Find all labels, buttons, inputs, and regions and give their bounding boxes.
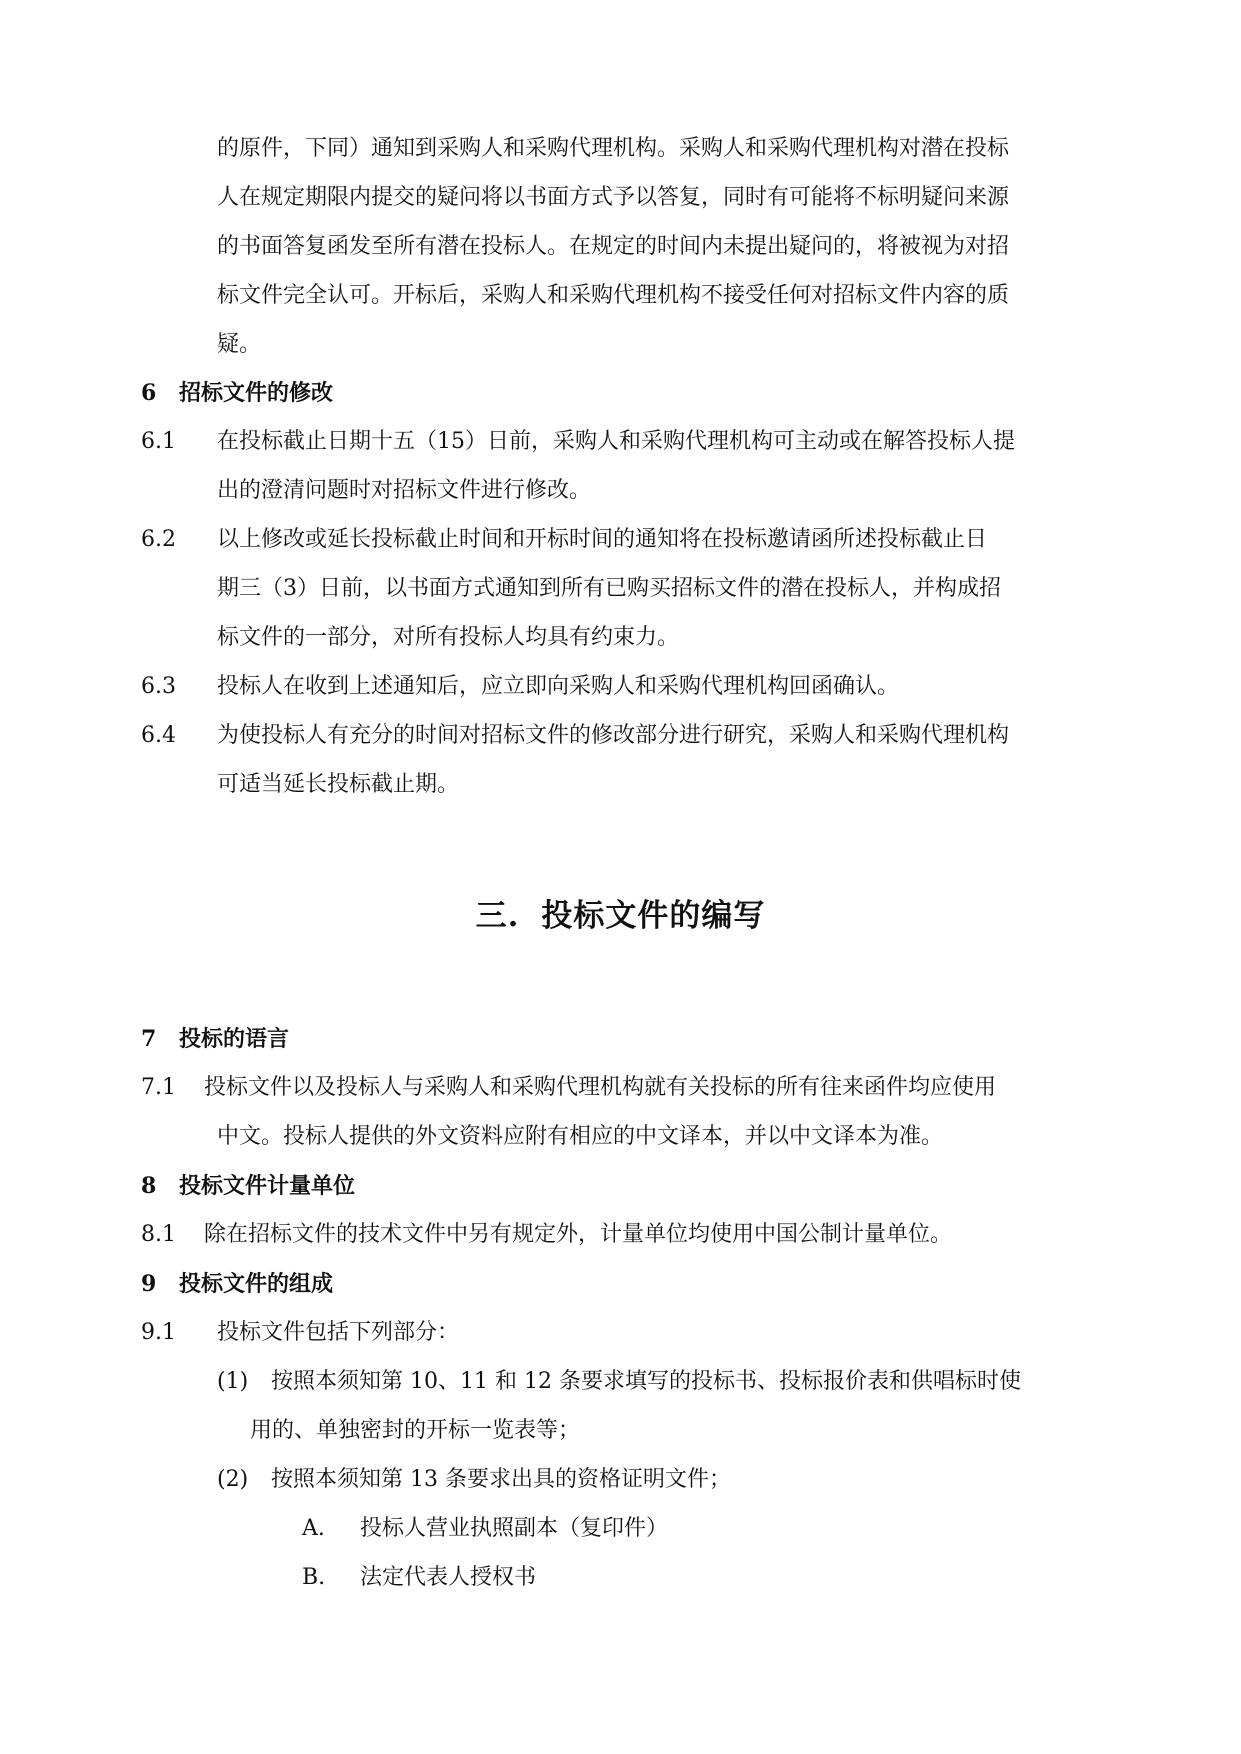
paragraph-line: 标文件的一部分，对所有投标人均具有约束力。: [217, 625, 680, 650]
section-heading: [141, 1024, 289, 1054]
paragraph-line: 中文。投标人提供的外文资料应附有相应的中文译本，并以中文译本为准。: [217, 1124, 944, 1149]
section-title: 投标文件计量单位: [179, 1173, 356, 1199]
paragraph-line: 在投标截止日期十五（15）日前，采购人和采购代理机构可主动或在解答投标人提: [217, 429, 1015, 454]
paragraph-line: 人在规定期限内提交的疑问将以书面方式予以答复，同时有可能将不标明疑问来源: [217, 185, 1010, 210]
section-heading: [141, 1171, 355, 1201]
letter-number: B.: [302, 1565, 326, 1590]
clause-number: 8.1: [141, 1222, 176, 1247]
paragraph-line: 投标人在收到上述通知后，应立即向采购人和采购代理机构回函确认。: [217, 674, 900, 699]
section-heading: [141, 378, 333, 408]
letter-number: A.: [302, 1516, 325, 1541]
paragraph-line: 投标文件包括下列部分：: [217, 1320, 460, 1345]
section-title: 投标文件的组成: [179, 1271, 334, 1297]
section-heading: [141, 1269, 333, 1299]
sub-item-number: (2): [217, 1467, 249, 1492]
clause-number: 6.3: [141, 674, 176, 699]
section-title: 招标文件的修改: [179, 380, 334, 406]
paragraph-line: 的书面答复函发至所有潜在投标人。在规定的时间内未提出疑问的，将被视为对招: [217, 234, 1010, 259]
paragraph-line: 为使投标人有充分的时间对招标文件的修改部分进行研究，采购人和采购代理机构: [217, 723, 1010, 748]
clause-number: 7.1: [141, 1075, 176, 1100]
section-number: 9: [141, 1271, 157, 1297]
section-number: 7: [141, 1026, 157, 1052]
clause-number: 9.1: [141, 1320, 176, 1345]
paragraph-line: 标文件完全认可。开标后，采购人和采购代理机构不接受任何对招标文件内容的质: [217, 283, 1010, 308]
paragraph-line: 出的澄清问题时对招标文件进行修改。: [217, 478, 592, 503]
paragraph-line: 投标人营业执照副本（复印件）: [360, 1516, 669, 1541]
clause-number: 6.1: [141, 429, 176, 454]
sub-item-number: (1): [217, 1369, 249, 1394]
section-title: 投标的语言: [179, 1026, 290, 1052]
clause-number: 6.2: [141, 527, 176, 552]
paragraph-line: 法定代表人授权书: [360, 1565, 537, 1590]
chapter-title-text: 投标文件的编写: [541, 898, 766, 934]
chapter-number: 三.: [475, 898, 520, 934]
paragraph-line: 可适当延长投标截止期。: [217, 772, 460, 797]
paragraph-line: 期三（3）日前，以书面方式通知到所有已购买招标文件的潜在投标人，并构成招: [217, 576, 1001, 601]
paragraph-line: 的原件，下同）通知到采购人和采购代理机构。采购人和采购代理机构对潜在投标: [217, 136, 1010, 161]
paragraph-line: 用的、单独密封的开标一览表等；: [250, 1418, 581, 1443]
chapter-title: [0, 896, 1241, 936]
section-number: 6: [141, 380, 157, 406]
paragraph-line: 除在招标文件的技术文件中另有规定外，计量单位均使用中国公制计量单位。: [204, 1222, 953, 1247]
paragraph-line: 疑。: [217, 332, 262, 357]
section-number: 8: [141, 1173, 157, 1199]
paragraph-line: 按照本须知第 10、11 和 12 条要求填写的投标书、投标报价表和供唱标时使: [271, 1369, 1021, 1394]
paragraph-line: 投标文件以及投标人与采购人和采购代理机构就有关投标的所有往来函件均应使用: [204, 1075, 997, 1100]
paragraph-line: 以上修改或延长投标截止时间和开标时间的通知将在投标邀请函所述投标截止日: [217, 527, 988, 552]
paragraph-line: 按照本须知第 13 条要求出具的资格证明文件；: [271, 1467, 731, 1492]
clause-number: 6.4: [141, 723, 176, 748]
